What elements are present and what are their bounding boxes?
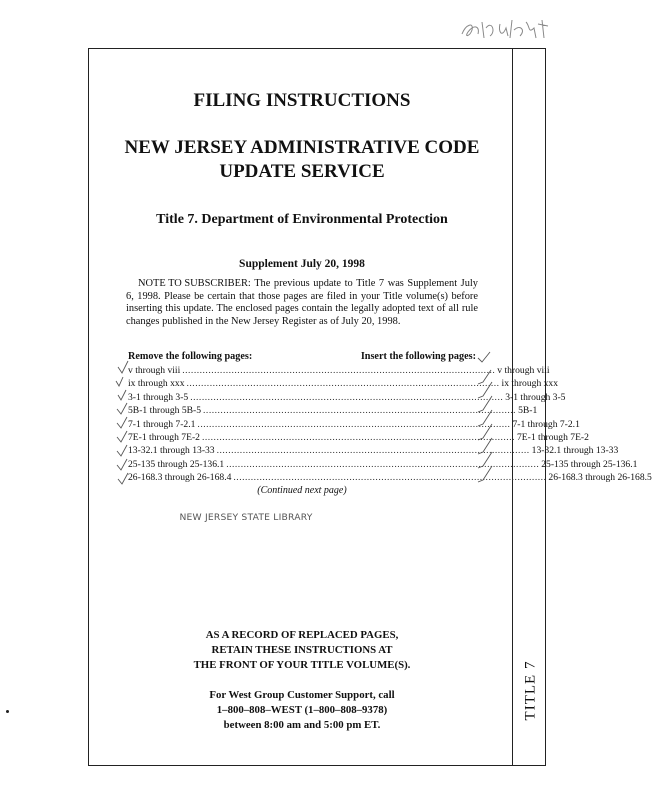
retain-line: THE FRONT OF YOUR TITLE VOLUME(S). [193, 659, 411, 671]
side-tab-label: TITLE 7 [522, 660, 539, 720]
page-title: FILING INSTRUCTIONS [193, 90, 411, 111]
column-headers [128, 351, 476, 362]
insert-pages: 7E-1 through 7E-2 [516, 431, 589, 443]
list-item: 7-1 through 7-2.1 ............................................................................................................ 7-1 through 7-2.1 [128, 418, 580, 430]
list-item: ix through xxx ............................................................................................................ ix through xxx [128, 378, 559, 390]
section-title: Title 7. Department of Environmental Protection [156, 212, 448, 227]
remove-pages: 5B-1 through 5B-5 [128, 405, 202, 417]
remove-pages: 25-135 through 25-136.1 [128, 458, 225, 470]
insert-pages: ix through xxx [501, 378, 559, 390]
remove-pages: v through viii [128, 365, 181, 376]
retain-line: AS A RECORD OF REPLACED PAGES, [205, 629, 399, 641]
list-item: 25-135 through 25-136.1 ............................................................................................................ 25-135 through 25-136.1 [128, 458, 638, 470]
remove-pages: 3-1 through 3-5 [128, 391, 189, 403]
insert-pages: 25-135 through 25-136.1 [541, 458, 638, 470]
insert-header: Insert the following pages: [360, 351, 476, 362]
insert-pages: v through viii [497, 365, 550, 376]
continued-note: (Continued next page) [257, 485, 347, 496]
list-item: 3-1 through 3-5 ............................................................................................................ 3-1 through 3-5 [128, 391, 566, 403]
insert-pages: 7-1 through 7-2.1 [512, 418, 580, 430]
remove-pages: 7-1 through 7-2.1 [128, 418, 196, 430]
support-hours: between 8:00 am and 5:00 pm ET. [223, 719, 381, 731]
remove-pages: 7E-1 through 7E-2 [128, 431, 200, 443]
note-text: The previous update to Title 7 was Supplement July 6, 1998. Please be certain that those pages are filed in your Title volume(s) before inserting this update. The enclosed pages contain the legally adopted text of all rule changes published in the New Jersey Register as of July 20, 1998. [126, 278, 478, 327]
scan-speck [6, 710, 9, 713]
code-title [96, 136, 508, 184]
library-stamp: NEW JERSEY STATE LIBRARY [179, 512, 313, 523]
retain-instructions [96, 628, 508, 673]
page-list [128, 365, 652, 486]
retain-line: RETAIN THESE INSTRUCTIONS AT [211, 644, 393, 656]
list-item: 26-168.3 through 26-168.4 ............................................................................................................ 26-168.3 through 26-168.5 [128, 472, 652, 484]
insert-pages: 26-168.3 through 26-168.5 [548, 472, 652, 484]
handwritten-signature [456, 14, 556, 44]
remove-header: Remove the following pages: [128, 351, 253, 362]
support-line: For West Group Customer Support, call [209, 689, 395, 701]
code-title-line2: UPDATE SERVICE [219, 161, 385, 182]
supplement-date: Supplement July 20, 1998 [239, 258, 365, 270]
insert-pages: 3-1 through 3-5 [505, 391, 566, 403]
list-item: 13-32.1 through 13-33 ............................................................................................................ 13-32.1 through 13-33 [128, 445, 619, 457]
list-item: 5B-1 through 5B-5 ............................................................................................................ 5B-1 [128, 405, 538, 417]
insert-pages: 13-32.1 through 13-33 [531, 445, 619, 457]
note-to-subscriber [126, 278, 478, 328]
support-phone: 1–800–808–WEST (1–800–808–9378) [216, 704, 388, 716]
list-item: v through viii ............................................................................................................ v through viii [128, 365, 550, 376]
insert-pages: 5B-1 [518, 405, 538, 417]
customer-support [96, 688, 508, 733]
remove-pages: 13-32.1 through 13-33 [128, 445, 215, 457]
remove-pages: 26-168.3 through 26-168.4 [128, 472, 232, 484]
remove-pages: ix through xxx [128, 378, 185, 390]
title-tab [520, 655, 542, 725]
code-title-line1: NEW JERSEY ADMINISTRATIVE CODE [124, 137, 480, 158]
list-item: 7E-1 through 7E-2 ............................................................................................................ 7E-1 through 7E-2 [128, 431, 589, 443]
note-label: NOTE TO SUBSCRIBER: [138, 278, 251, 289]
